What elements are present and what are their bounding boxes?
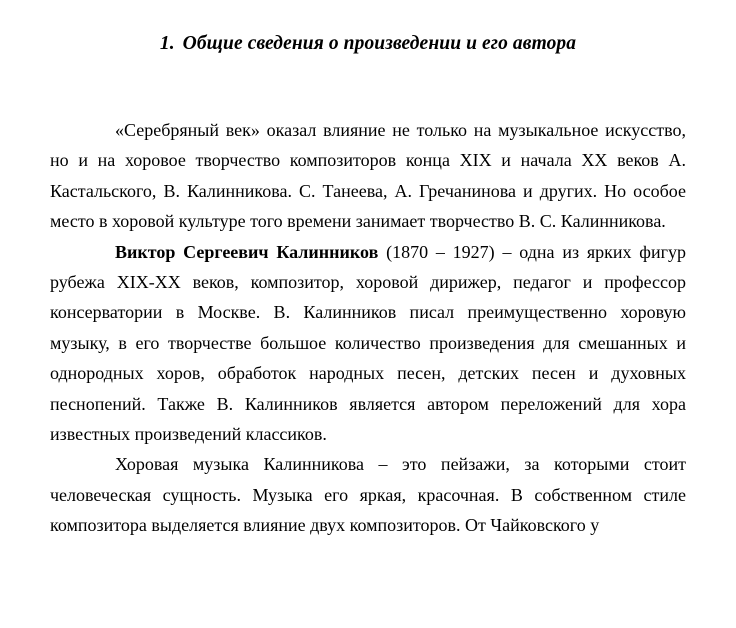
paragraph-2-text: (1870 – 1927) – одна из ярких фигур рубежа XIX-XX веков, композитор, хоровой дирижер, педагог и профессор консерватории в Москве. В. Калинников писал преимущественно хоровую музыку, в его творчестве большое количество произведения для смешанных и однородных хоров, обработок народных песен, детских песен и духовных песнопений. Также В. Калинников является автором переложений для хора известных произведений классиков.	[50, 241, 686, 445]
paragraph-3	[50, 449, 686, 540]
composer-name-bold: Виктор Сергеевич Калинников	[115, 241, 379, 262]
paragraph-1	[50, 115, 686, 237]
paragraph-1-text: «Серебряный век» оказал влияние не только на музыкальное искусство, но и на хоровое творчество композиторов конца XIX и начала XX веков А. Кастальского, В. Калинникова. С. Танеева, А. Гречанинова и других. Но особое место в хоровой культуре того времени занимает творчество В. С. Калинникова.	[50, 120, 686, 232]
heading-text: Общие сведения о произведении и его автора	[182, 33, 577, 54]
document-body	[50, 0, 686, 541]
paragraph-2	[50, 237, 686, 450]
paragraph-3-text: Хоровая музыка Калинникова – это пейзажи, за которыми стоит человеческая сущность. Музыка его яркая, красочная. В собственном стиле композитора выделяется влияние двух композиторов. От Чайковского у	[50, 454, 686, 536]
heading-number: 1.	[159, 33, 175, 54]
page-title	[50, 0, 686, 59]
